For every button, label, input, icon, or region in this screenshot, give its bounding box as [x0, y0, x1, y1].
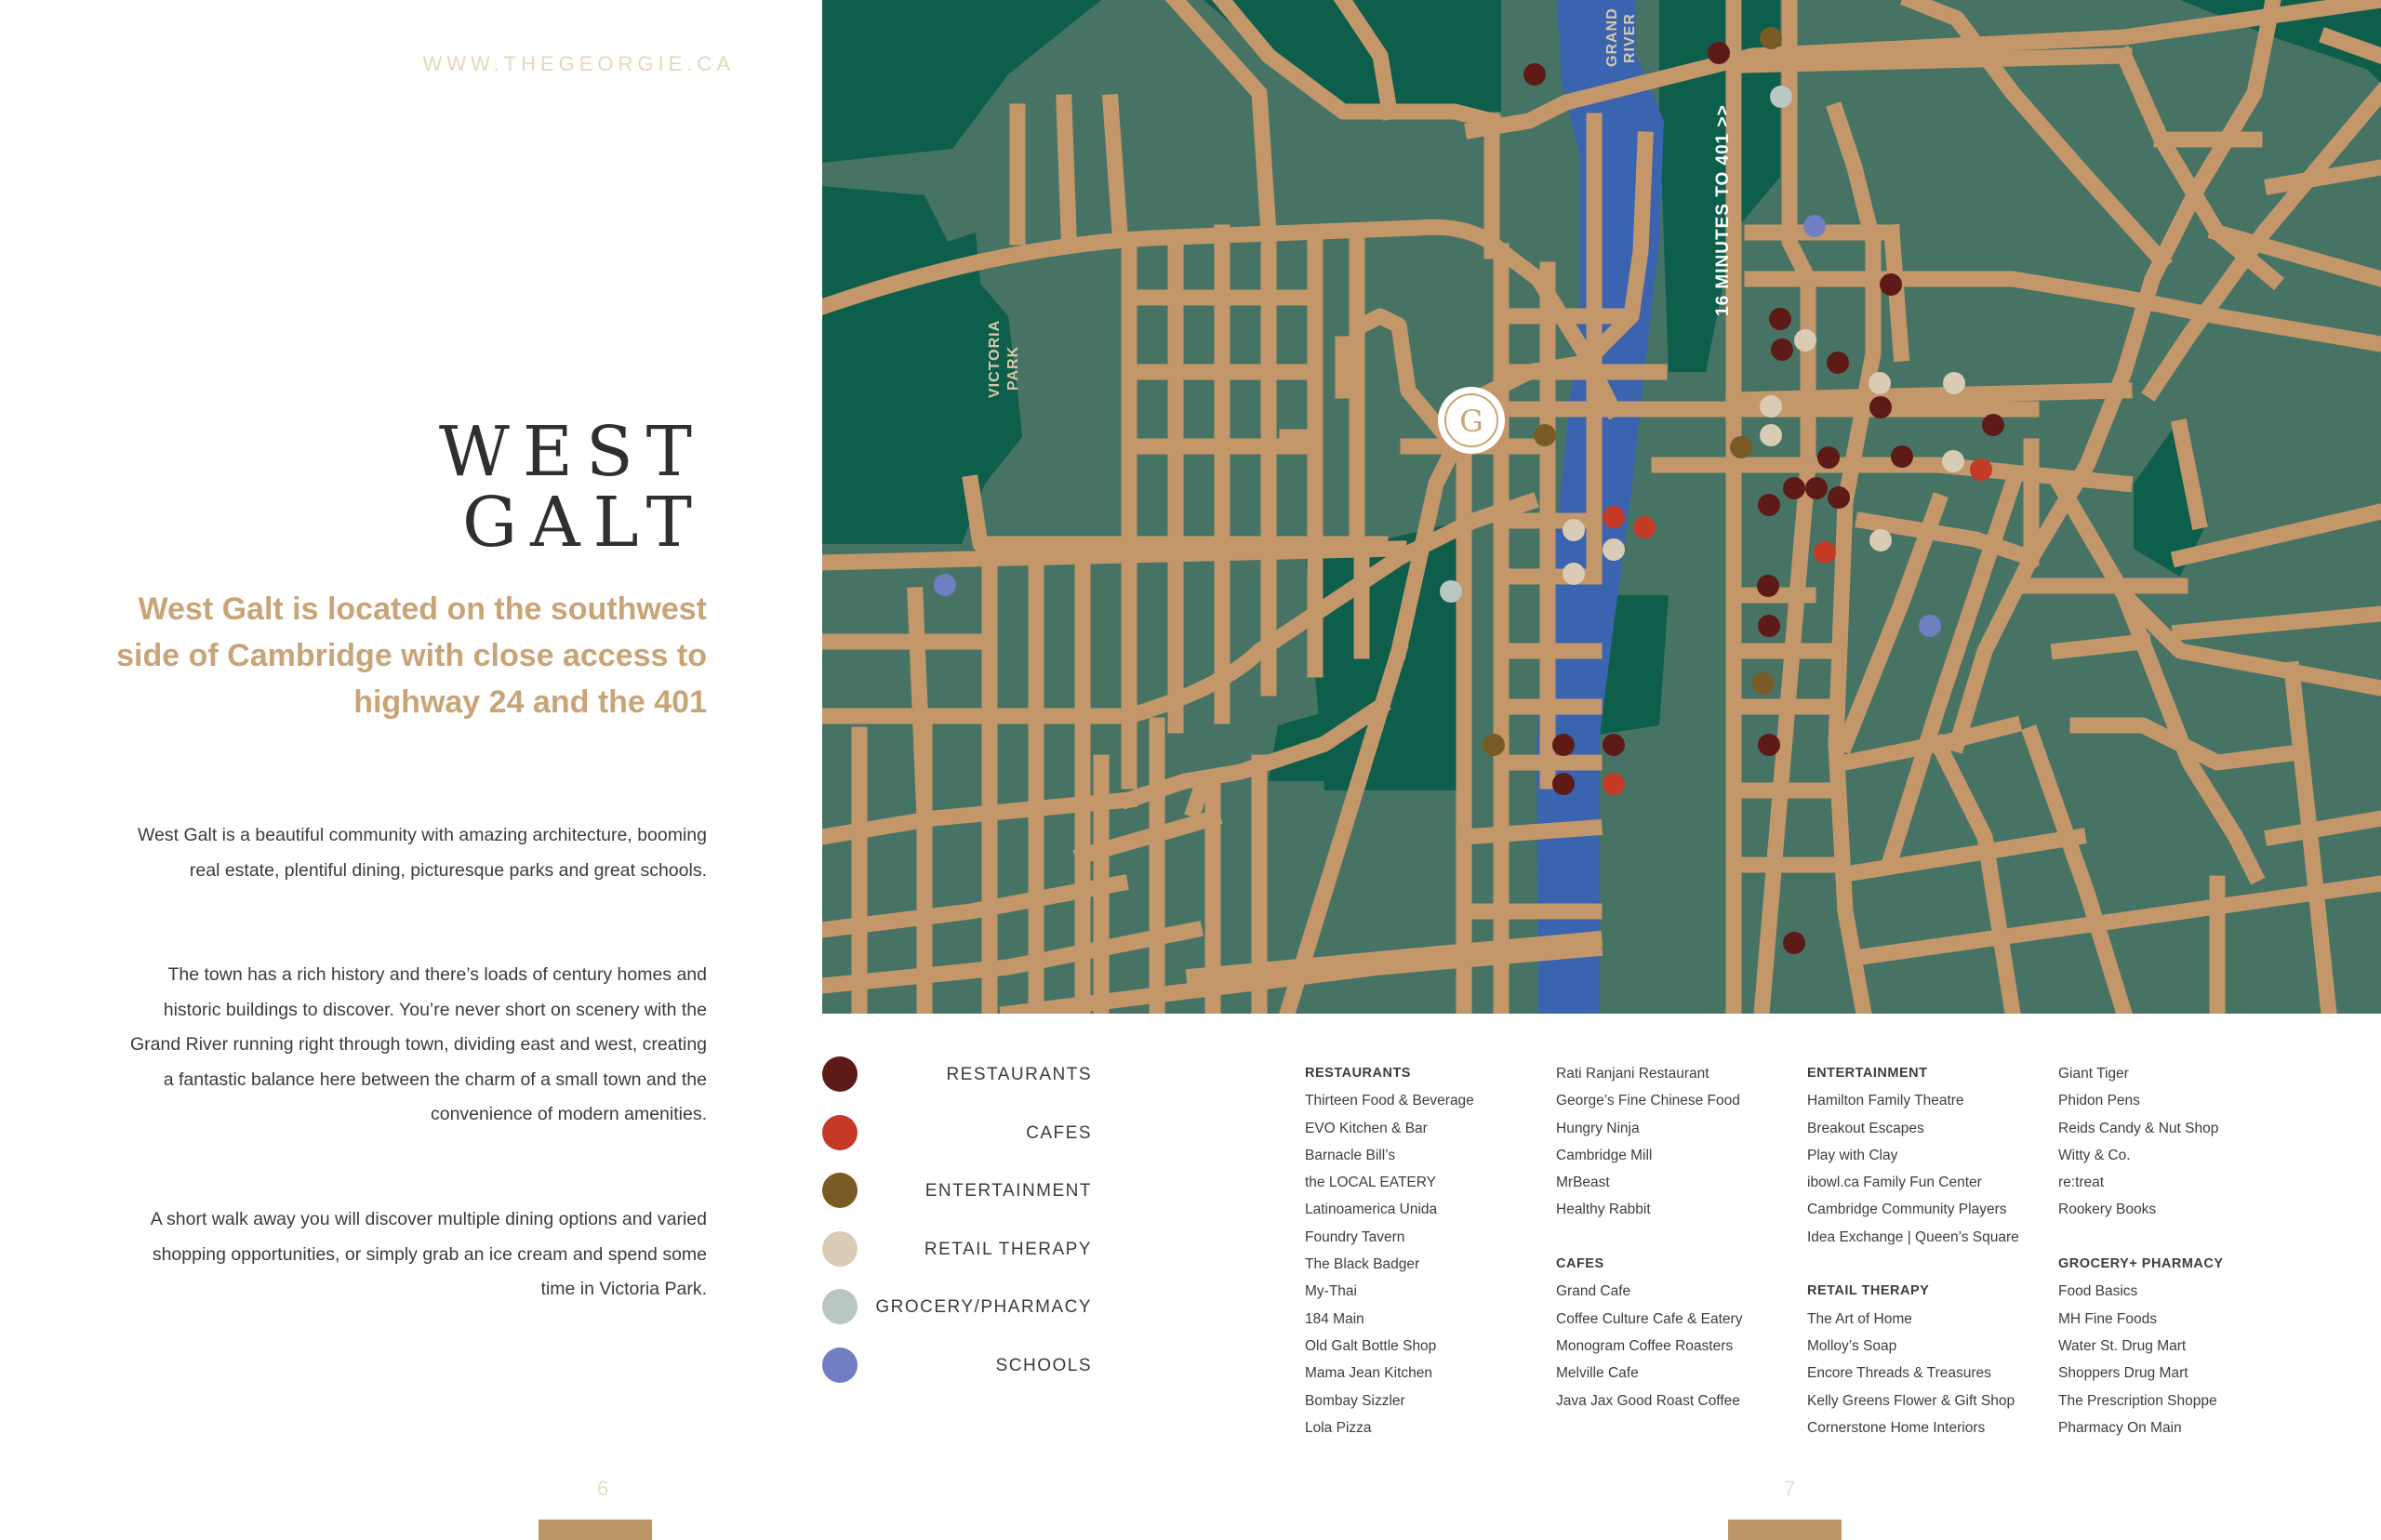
list-item: The Prescription Shoppe — [2058, 1392, 2217, 1409]
legend-label: RETAIL THERAPY — [924, 1239, 1092, 1259]
list-item: Food Basics — [2058, 1283, 2138, 1300]
list-item: Latinoamerica Unida — [1305, 1201, 1438, 1218]
building-logo[interactable] — [1438, 387, 1505, 454]
website-url[interactable]: WWW.THEGEORGIE.CA — [422, 52, 735, 75]
list-item: Bombay Sizzler — [1305, 1392, 1405, 1409]
list-item: Pharmacy On Main — [2058, 1419, 2182, 1436]
entertainment-heading: ENTERTAINMENT — [1807, 1066, 1928, 1081]
list-item: Hungry Ninja — [1556, 1120, 1640, 1136]
entertainment-dot-icon — [822, 1173, 858, 1208]
list-item: Mama Jean Kitchen — [1305, 1365, 1432, 1382]
list-item: Molloy’s Soap — [1807, 1337, 1897, 1354]
lead-text: West Galt is located on the southwest side of Cambridge with close access to highway 24 and the 401 — [116, 591, 707, 720]
legend-item-retail — [822, 1224, 1092, 1282]
list-item: the LOCAL EATERY — [1305, 1175, 1436, 1191]
list-item: EVO Kitchen & Bar — [1305, 1120, 1428, 1136]
legend-label: GROCERY/PHARMACY — [875, 1297, 1092, 1317]
list-item: Breakout Escapes — [1807, 1120, 1924, 1136]
list-item: Hamilton Family Theatre — [1807, 1093, 1964, 1109]
list-item: Grand Cafe — [1556, 1283, 1631, 1300]
page-title — [438, 412, 705, 563]
list-item: Witty & Co. — [2058, 1147, 2131, 1163]
legend-label: CAFES — [1026, 1122, 1092, 1143]
list-item: Monogram Coffee Roasters — [1556, 1337, 1734, 1354]
cafes-dot-icon — [822, 1115, 858, 1150]
list-item: Water St. Drug Mart — [2058, 1337, 2187, 1354]
list-item: Old Galt Bottle Shop — [1305, 1337, 1437, 1354]
list-item: MH Fine Foods — [2058, 1310, 2157, 1327]
legend-item-restaurants — [822, 1049, 1092, 1108]
list-item: The Black Badger — [1305, 1256, 1420, 1273]
retail-dot-icon — [822, 1231, 858, 1267]
logo-letter: G — [1459, 404, 1483, 439]
legend-item-cafes — [822, 1108, 1092, 1166]
list-item: Cornerstone Home Interiors — [1807, 1419, 1986, 1436]
grocery-dot-icon — [822, 1289, 858, 1324]
list-item: George’s Fine Chinese Food — [1556, 1093, 1740, 1109]
listing-column-1 — [1305, 1060, 1556, 1441]
list-item: Phidon Pens — [2058, 1093, 2140, 1109]
title-line-2: GALT — [461, 483, 705, 563]
legend-label: RESTAURANTS — [946, 1065, 1092, 1084]
park-label-line1: VICTORIA — [987, 319, 1003, 398]
spacer — [1556, 1224, 1807, 1251]
list-item: Play with Clay — [1807, 1147, 1898, 1163]
list-item: Rati Ranjani Restaurant — [1556, 1066, 1709, 1082]
neighbourhood-map[interactable] — [822, 0, 2381, 1014]
list-item: re:treat — [2058, 1175, 2105, 1191]
list-item: 184 Main — [1305, 1310, 1364, 1327]
listing-column-3 — [1807, 1060, 2058, 1441]
legend-item-grocery — [822, 1281, 1092, 1340]
schools-dot-icon — [822, 1348, 858, 1383]
list-item: Reids Candy & Nut Shop — [2058, 1120, 2219, 1136]
list-item: Coffee Culture Cafe & Eatery — [1556, 1310, 1743, 1327]
list-item: Lola Pizza — [1305, 1419, 1372, 1436]
list-item: Cambridge Mill — [1556, 1147, 1653, 1163]
list-item: Giant Tiger — [2058, 1066, 2129, 1082]
listing-column-4 — [2058, 1060, 2309, 1441]
page-tab-left — [539, 1520, 652, 1540]
cafes-heading: CAFES — [1556, 1256, 1604, 1272]
page-number-left: 6 — [597, 1477, 609, 1500]
listing-column-2 — [1556, 1060, 1807, 1414]
grocery-heading: GROCERY+ PHARMACY — [2058, 1256, 2224, 1272]
list-item: Melville Cafe — [1556, 1365, 1639, 1382]
list-item: Encore Threads & Treasures — [1807, 1365, 1991, 1382]
list-item: Thirteen Food & Beverage — [1305, 1093, 1474, 1109]
legend-item-entertainment — [822, 1165, 1092, 1224]
restaurants-heading: RESTAURANTS — [1305, 1066, 1411, 1081]
list-item: MrBeast — [1556, 1175, 1610, 1191]
list-item: Shoppers Drug Mart — [2058, 1365, 2188, 1382]
restaurants-dot-icon — [822, 1056, 858, 1092]
list-item: Barnacle Bill’s — [1305, 1147, 1396, 1163]
body-paragraph-2: The town has a rich history and there’s loads of century homes and historic buildings to discover. You’re never short on scenery with the Grand River running right through town, dividing east and west, creating a fantastic balance here between the charm of a small town and the convenience of modern amenities. — [130, 964, 708, 1124]
spacer — [1807, 1251, 2058, 1278]
list-item: My-Thai — [1305, 1283, 1357, 1300]
body-paragraph-3: A short walk away you will discover multiple dining options and varied shopping opportunities, or simply grab an ice cream and spend some time in Victoria Park. — [150, 1209, 707, 1299]
legend-label: ENTERTAINMENT — [924, 1181, 1092, 1201]
legend-label: SCHOOLS — [995, 1355, 1092, 1375]
list-item: Foundry Tavern — [1305, 1228, 1405, 1245]
river-label-line2: RIVER — [1622, 13, 1638, 63]
body-paragraph-1: West Galt is a beautiful community with amazing architecture, booming real estate, plentiful dining, picturesque parks and great schools. — [138, 825, 707, 881]
list-item: Rookery Books — [2058, 1201, 2157, 1218]
list-item: ibowl.ca Family Fun Center — [1807, 1175, 1982, 1191]
retail-heading: RETAIL THERAPY — [1807, 1283, 1930, 1299]
page-tab-right — [1728, 1520, 1842, 1540]
legend-item-schools — [822, 1340, 1092, 1399]
page-number-right: 7 — [1784, 1477, 1796, 1500]
list-item: Idea Exchange | Queen’s Square — [1807, 1228, 2019, 1245]
map-svg — [822, 0, 2381, 1014]
list-item: Java Jax Good Roast Coffee — [1556, 1392, 1740, 1409]
list-item: The Art of Home — [1807, 1310, 1912, 1327]
left-page — [0, 0, 822, 1540]
list-item: Healthy Rabbit — [1556, 1201, 1651, 1218]
river-label-line1: GRAND — [1604, 7, 1620, 67]
park-label-line2: PARK — [1005, 345, 1021, 391]
list-item: Kelly Greens Flower & Gift Shop — [1807, 1392, 2015, 1409]
map-legend — [822, 1049, 1092, 1398]
list-item: Cambridge Community Players — [1807, 1201, 2007, 1218]
highway-401-label: 16 MINUTES TO 401 >> — [1713, 104, 1733, 316]
spacer — [2058, 1224, 2309, 1251]
title-line-1: WEST — [438, 412, 705, 492]
